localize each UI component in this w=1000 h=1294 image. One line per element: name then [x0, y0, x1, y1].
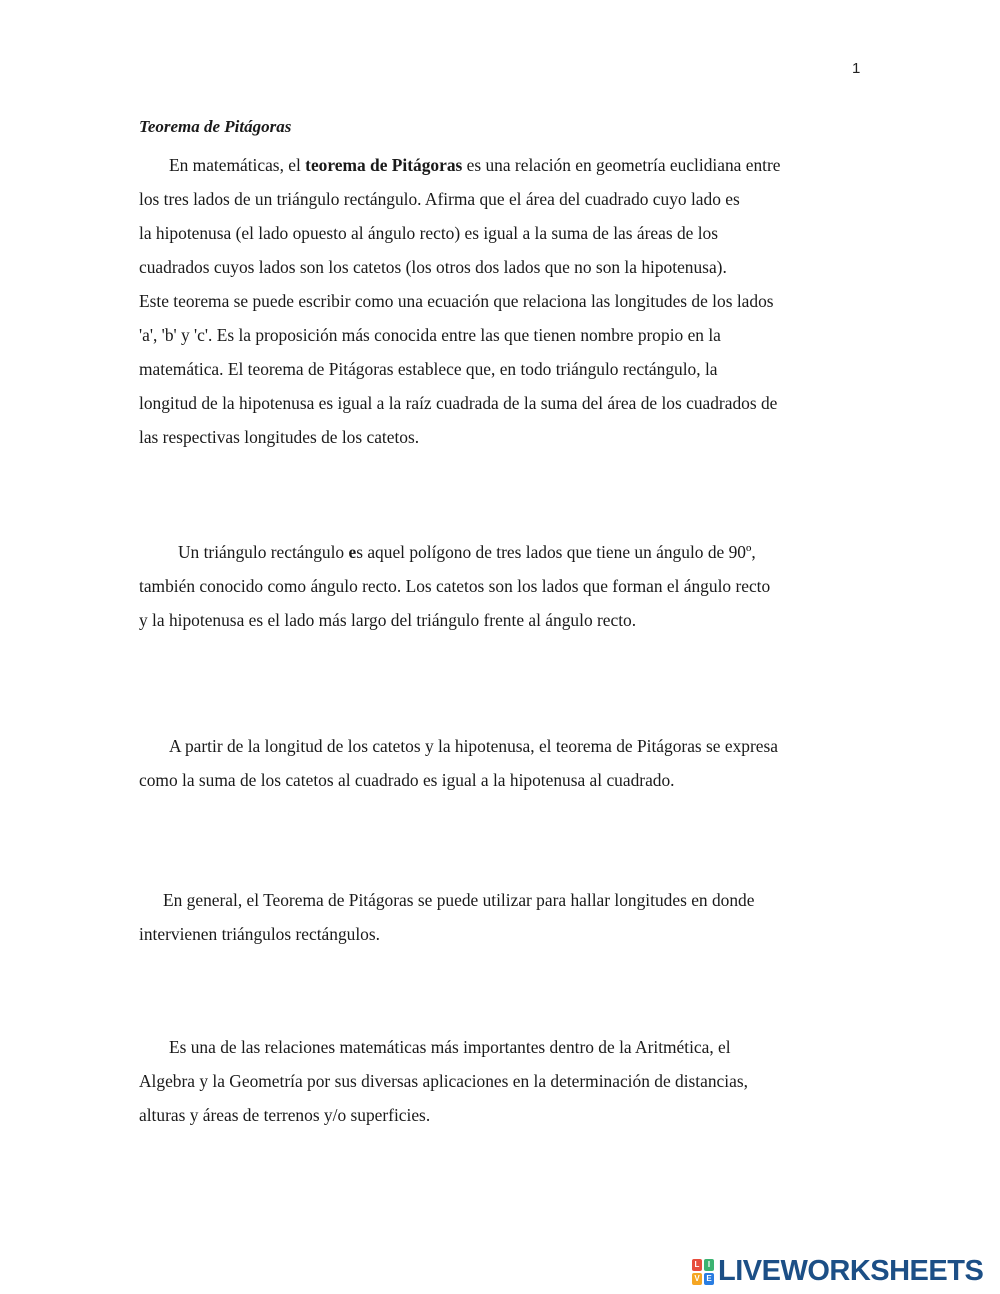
logo-mark-tile: E — [704, 1273, 714, 1285]
paragraph-line: las respectivas longitudes de los catetos. — [139, 427, 420, 447]
paragraph-line: y la hipotenusa es el lado más largo del triángulo frente al ángulo recto. — [139, 610, 637, 630]
paragraph-line: también conocido como ángulo recto. Los catetos son los lados que forman el ángulo recto — [139, 576, 771, 596]
logo-mark-tile: L — [692, 1259, 702, 1271]
paragraph-3 — [139, 729, 869, 797]
paragraph-line: intervienen triángulos rectángulos. — [139, 924, 380, 944]
paragraph-line: En matemáticas, el teorema de Pitágoras es una relación en geometría euclidiana entre — [169, 155, 781, 175]
paragraph-line: la hipotenusa (el lado opuesto al ángulo recto) es igual a la suma de las áreas de los — [139, 223, 719, 243]
paragraph-line: los tres lados de un triángulo rectángulo. Afirma que el área del cuadrado cuyo lado es — [139, 189, 740, 209]
paragraph-line: En general, el Teorema de Pitágoras se puede utilizar para hallar longitudes en donde — [163, 890, 755, 910]
document-title: Teorema de Pitágoras — [139, 117, 292, 136]
page-number: 1 — [852, 60, 861, 77]
logo-mark-tile: I — [704, 1259, 714, 1271]
paragraph-line: cuadrados cuyos lados son los catetos (los otros dos lados que no son la hipotenusa). — [139, 257, 727, 277]
paragraph-line: Es una de las relaciones matemáticas más importantes dentro de la Aritmética, el — [169, 1037, 731, 1057]
paragraph-2 — [139, 535, 869, 637]
logo-mark-icon — [692, 1259, 714, 1285]
liveworksheets-logo[interactable] — [692, 1255, 983, 1288]
paragraph-line: longitud de la hipotenusa es igual a la raíz cuadrada de la suma del área de los cuadrados de — [139, 393, 778, 413]
paragraph-line: Algebra y la Geometría por sus diversas aplicaciones en la determinación de distancias, — [139, 1071, 748, 1091]
paragraph-5 — [139, 1030, 869, 1132]
paragraph-line: alturas y áreas de terrenos y/o superficies. — [139, 1105, 431, 1125]
paragraph-line: Un triángulo rectángulo es aquel polígono de tres lados que tiene un ángulo de 90º, — [178, 542, 756, 562]
paragraph-4 — [139, 883, 869, 951]
paragraph-line: como la suma de los catetos al cuadrado es igual a la hipotenusa al cuadrado. — [139, 770, 675, 790]
logo-mark-tile: V — [692, 1273, 702, 1285]
paragraph-line: Este teorema se puede escribir como una ecuación que relaciona las longitudes de los lados — [139, 291, 774, 311]
paragraph-line: 'a', 'b' y 'c'. Es la proposición más conocida entre las que tienen nombre propio en la — [139, 325, 721, 345]
paragraph-line: A partir de la longitud de los catetos y la hipotenusa, el teorema de Pitágoras se expresa — [169, 736, 778, 756]
paragraph-1 — [139, 148, 869, 454]
logo-text: LIVEWORKSHEETS — [718, 1255, 984, 1287]
paragraph-line: matemática. El teorema de Pitágoras establece que, en todo triángulo rectángulo, la — [139, 359, 718, 379]
